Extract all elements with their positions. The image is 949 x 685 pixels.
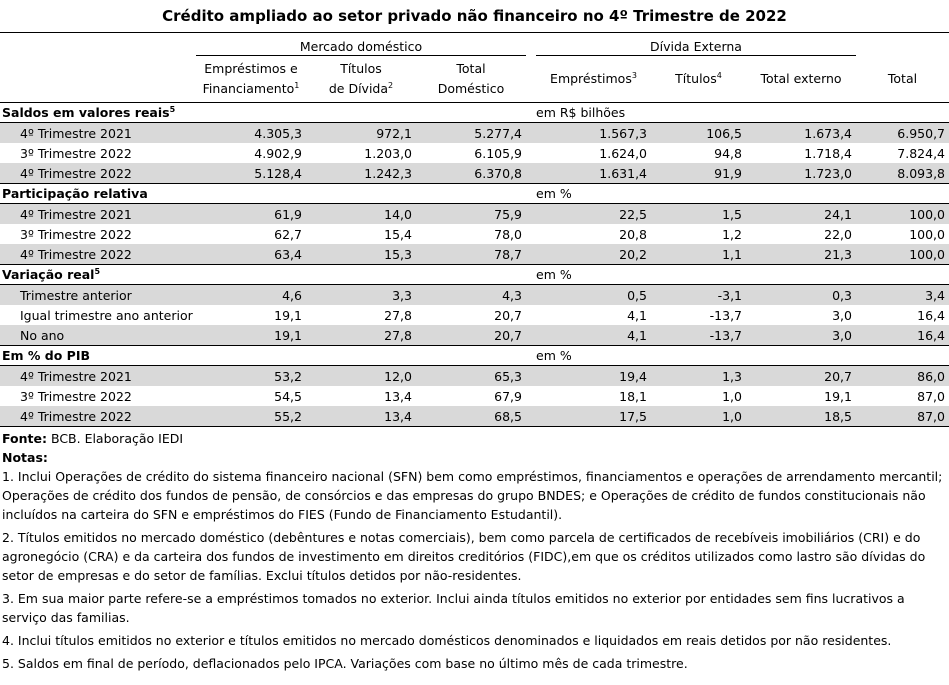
column-header-row [0, 56, 949, 103]
notes-title: Notas: [2, 450, 48, 465]
group-domestic: Mercado doméstico [196, 37, 526, 56]
table-row [0, 386, 949, 406]
row-label: 4º Trimestre 2022 [0, 406, 196, 427]
table-cell: 3,0 [832, 307, 852, 323]
table-cell: -13,7 [709, 307, 742, 323]
group-external: Dívida Externa [536, 37, 856, 56]
table-cell: 1,0 [722, 388, 742, 404]
table-cell: 20,7 [416, 325, 526, 346]
table-cell: 22,0 [824, 226, 852, 242]
table-cell: 16,4 [856, 325, 949, 346]
table-cell: 4.305,3 [196, 123, 306, 144]
row-label: 4º Trimestre 2021 [0, 366, 196, 387]
table-cell: 1.723,0 [746, 163, 856, 184]
table-cell: 65,3 [416, 366, 526, 387]
footnote-item: 3. Em sua maior parte refere-se a empréstimos tomados no exterior. Inclui ainda títulos emitidos no exterior por entidades sem fins lucrativos a serviço das familias. [2, 591, 905, 625]
table-cell: 68,5 [416, 406, 526, 427]
section-label: Variação real$^5$ [0, 265, 196, 285]
table-cell: 4,1 [536, 325, 651, 346]
table-cell: 7.824,4 [897, 145, 945, 161]
table-row [0, 366, 949, 387]
table-cell: 27,8 [384, 307, 412, 323]
table-cell: 6.950,7 [856, 123, 949, 144]
group-header-row [0, 37, 949, 56]
table-cell: 63,4 [196, 244, 306, 265]
table-cell: 19,4 [536, 366, 651, 387]
table-cell: 94,8 [714, 145, 742, 161]
col-emprestimos-externos: Empréstimos$^3$ [550, 70, 637, 86]
table-cell: 1,3 [651, 366, 746, 387]
table-title: Crédito ampliado ao setor privado não financeiro no 4º Trimestre de 2022 [162, 7, 787, 25]
table-cell: 1.718,4 [804, 145, 852, 161]
table-row [0, 204, 949, 225]
table-cell: -13,7 [651, 325, 746, 346]
footnote-item: 2. Títulos emitidos no mercado doméstico (debêntures e notas comerciais), bem como parcela de certificados de recebíveis imobiliários (CRI) e do agronegócio (CRA) e da carteira dos fundos de investimento em direitos creditórios (FIDC),em que os créditos utilizados como lastro são dívidas do setor de empresas e do setor de famílias. Exclui títulos detidos por não-residentes. [2, 530, 926, 583]
table-cell: 87,0 [917, 388, 945, 404]
table-cell: 21,3 [746, 244, 856, 265]
section-label: Participação relativa [0, 184, 196, 204]
table-cell: 18,5 [746, 406, 856, 427]
table-cell: 100,0 [856, 204, 949, 225]
table-cell: 6.105,9 [474, 145, 522, 161]
table-cell: 1.242,3 [306, 163, 416, 184]
row-label: No ano [0, 325, 196, 346]
table-row [0, 285, 949, 306]
table-cell: 78,7 [416, 244, 526, 265]
section-unit: em % [536, 346, 746, 366]
table-cell: 1,2 [722, 226, 742, 242]
col-total: Total [887, 70, 918, 86]
table-cell: 4,1 [627, 307, 647, 323]
table-cell: 24,1 [746, 204, 856, 225]
table-cell: 8.093,8 [856, 163, 949, 184]
section-label: Saldos em valores reais$^5$ [0, 103, 196, 123]
table-cell: 62,7 [274, 226, 302, 242]
table-row [0, 224, 949, 244]
table-cell: 1.624,0 [599, 145, 647, 161]
table-cell: 78,0 [494, 226, 522, 242]
table-row [0, 143, 949, 163]
section-header [0, 103, 949, 123]
table-cell: 1.673,4 [746, 123, 856, 144]
footnote-item: 1. Inclui Operações de crédito do sistema financeiro nacional (SFN) bem como empréstimos, financiamentos e operações de arrendamento mercantil; Operações de crédito dos fundos de pensão, de consórcios e das empresas do grupo BNDES; e Operações de crédito de fundos constitucionais não incluídos na carteira do SFN e empréstimos do FIES (Fundo de Financiamento Estudantil). [2, 469, 943, 522]
table-cell: 6.370,8 [416, 163, 526, 184]
table-cell: 100,0 [909, 226, 945, 242]
table-cell: 0,5 [536, 285, 651, 306]
table-cell: 55,2 [196, 406, 306, 427]
footnote-item: 5. Saldos em final de período, deflacionados pelo IPCA. Variações com base no último mês de cada trimestre. [2, 656, 688, 671]
table-cell: 75,9 [416, 204, 526, 225]
row-label: Trimestre anterior [0, 285, 196, 306]
section-label: Em % do PIB [0, 346, 196, 366]
table-cell: 53,2 [196, 366, 306, 387]
table-cell: 1.203,0 [364, 145, 412, 161]
row-label: 4º Trimestre 2021 [0, 123, 196, 144]
table-cell: 100,0 [856, 244, 949, 265]
table-row [0, 163, 949, 184]
table-cell: 15,3 [306, 244, 416, 265]
table-cell: 5.277,4 [416, 123, 526, 144]
col-titulos-externos: Títulos$^4$ [675, 70, 722, 86]
col-titulos-divida: Títulos de Dívida$^2$ [328, 61, 394, 96]
table-cell: 972,1 [306, 123, 416, 144]
credit-table [0, 32, 949, 427]
col-total-externo: Total externo [760, 71, 842, 86]
footnote-item: 4. Inclui títulos emitidos no exterior e títulos emitidos no mercado domésticos denominados e liquidados em reais detidos por não residentes. [2, 633, 892, 648]
table-cell: 27,8 [306, 325, 416, 346]
row-label: 3º Trimestre 2022 [20, 388, 132, 404]
table-cell: 14,0 [306, 204, 416, 225]
row-label: Igual trimestre ano anterior [20, 307, 193, 323]
table-cell: 3,3 [306, 285, 416, 306]
table-cell: 20,8 [619, 226, 647, 242]
section-header [0, 265, 949, 285]
table-cell: 4.902,9 [254, 145, 302, 161]
table-cell: 87,0 [856, 406, 949, 427]
table-cell: 1,0 [651, 406, 746, 427]
col-total-domestico: Total Doméstico [437, 61, 505, 96]
table-cell: 61,9 [196, 204, 306, 225]
table-cell: 106,5 [651, 123, 746, 144]
table-cell: 54,5 [274, 388, 302, 404]
table-cell: 15,4 [384, 226, 412, 242]
table-cell: 67,9 [494, 388, 522, 404]
table-cell: 1.567,3 [536, 123, 651, 144]
row-label: 4º Trimestre 2022 [0, 163, 196, 184]
table-cell: 19,1 [196, 325, 306, 346]
table-cell: 1.631,4 [536, 163, 651, 184]
section-unit: em % [536, 265, 746, 285]
table-cell: 13,4 [384, 388, 412, 404]
table-cell: 1,5 [651, 204, 746, 225]
section-unit: em % [536, 184, 746, 204]
table-row [0, 325, 949, 346]
col-emprestimos-financiamento: Empréstimos e Financiamento$^1$ [202, 61, 300, 96]
table-cell: 5.128,4 [196, 163, 306, 184]
row-label: 3º Trimestre 2022 [20, 145, 132, 161]
table-row [0, 305, 949, 325]
table-cell: 86,0 [856, 366, 949, 387]
table-cell: 3,4 [856, 285, 949, 306]
row-label: 3º Trimestre 2022 [20, 226, 132, 242]
row-label: 4º Trimestre 2021 [0, 204, 196, 225]
table-cell: 19,1 [274, 307, 302, 323]
table-cell: 4,6 [196, 285, 306, 306]
table-cell: 19,1 [824, 388, 852, 404]
table-row [0, 406, 949, 427]
table-cell: 1,1 [651, 244, 746, 265]
section-unit: em R$ bilhões [536, 103, 746, 123]
table-cell: 13,4 [306, 406, 416, 427]
table-cell: 17,5 [536, 406, 651, 427]
table-cell: 22,5 [536, 204, 651, 225]
table-cell: 20,7 [494, 307, 522, 323]
table-cell: 20,7 [746, 366, 856, 387]
section-header [0, 346, 949, 366]
source-line: Fonte: BCB. Elaboração IEDI [2, 431, 184, 446]
table-cell: 4,3 [416, 285, 526, 306]
row-label: 4º Trimestre 2022 [0, 244, 196, 265]
table-row [0, 244, 949, 265]
table-cell: 91,9 [651, 163, 746, 184]
table-cell: 20,2 [536, 244, 651, 265]
table-row [0, 123, 949, 144]
table-cell: 12,0 [306, 366, 416, 387]
table-cell: -3,1 [651, 285, 746, 306]
table-cell: 18,1 [619, 388, 647, 404]
table-cell: 0,3 [746, 285, 856, 306]
section-header [0, 184, 949, 204]
table-cell: 3,0 [746, 325, 856, 346]
footnotes [0, 427, 949, 673]
table-cell: 16,4 [917, 307, 945, 323]
